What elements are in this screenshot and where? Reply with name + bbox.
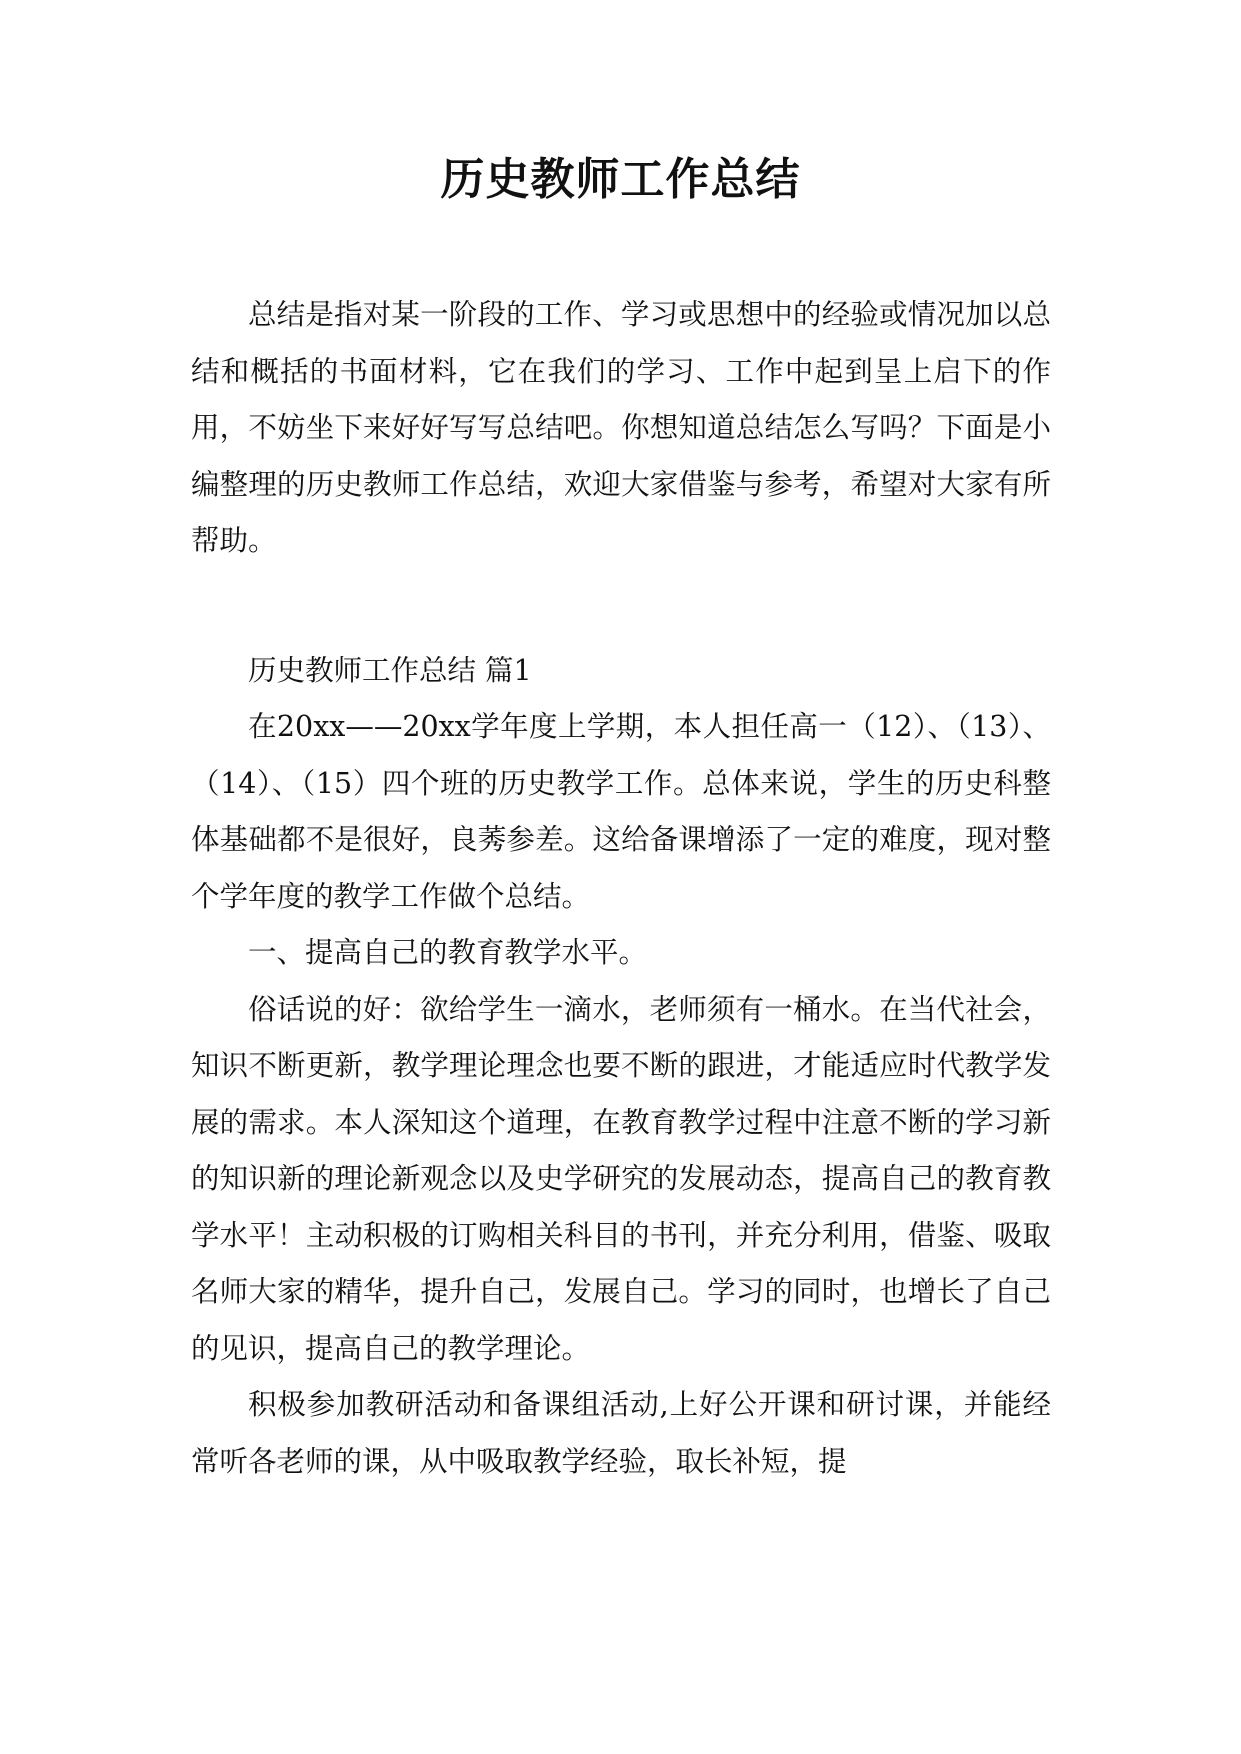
document-title: 历史教师工作总结 (440, 154, 801, 205)
section-heading: 历史教师工作总结 篇1 (248, 653, 532, 687)
body-paragraph: 在20xx——20xx学年度上学期，本人担任高一（12）、（13）、（14）、（15）四个班的历史教学工作。总体来说，学生的历史科整体基础都不是很好，良莠参差。这给备课增添了一定的难度，现对整个学年度的教学工作做个总结。 (191, 710, 1051, 913)
body-paragraph: 积极参加教研活动和备课组活动,上好公开课和研讨课，并能经常听各老师的课，从中吸取教学经验，取长补短，提 (191, 1388, 1051, 1478)
body-paragraph: 俗话说的好：欲给学生一滴水，老师须有一桶水。在当代社会，知识不断更新，教学理论理念也要不断的跟进，才能适应时代教学发展的需求。本人深知这个道理，在教育教学过程中注意不断的学习新的知识新的理论新观念以及史学研究的发展动态，提高自己的教育教学水平！主动积极的订购相关科目的书刊，并充分利用，借鉴、吸取名师大家的精华，提升自己，发展自己。学习的同时，也增长了自己的见识，提高自己的教学理论。 (191, 992, 1051, 1365)
document-body (191, 287, 1051, 1490)
subsection-heading: 一、提高自己的教育教学水平。 (248, 936, 648, 969)
intro-paragraph: 总结是指对某一阶段的工作、学习或思想中的经验或情况加以总结和概括的书面材料，它在我们的学习、工作中起到呈上启下的作用，不妨坐下来好好写写总结吧。你想知道总结怎么写吗？下面是小编整理的历史教师工作总结，欢迎大家借鉴与参考，希望对大家有所帮助。 (191, 298, 1051, 557)
